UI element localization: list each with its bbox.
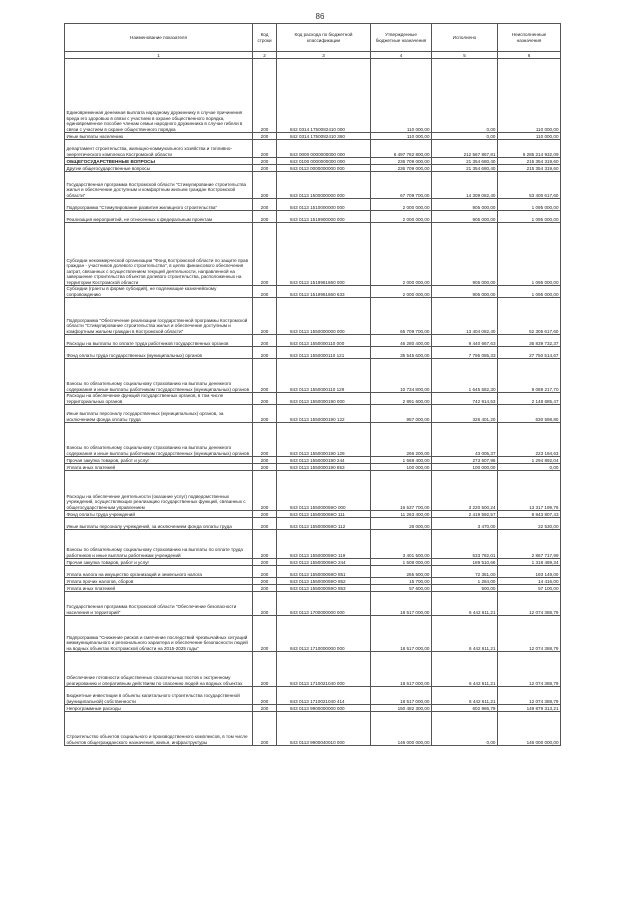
executed-amount-cell: 6 442 611,21 [432,616,498,652]
unexecuted-amount-cell: 14 416,00 [498,578,561,585]
unexecuted-amount-cell: 12 074 388,79 [498,592,561,616]
executed-amount-cell: 905 000,00 [432,223,498,286]
table-row [65,140,561,158]
executed-amount-cell: 0,00 [432,133,498,140]
indicator-name-cell: Прочая закупка товаров, работ и услуг [65,559,253,566]
indicator-name-cell: Строительство объектов социального и производственного комплексов, в том числе объектов общегражданского назначения, жилья, инфраструктуры [65,712,253,746]
classification-code-cell: 843 0113 1550000110 129 [277,359,371,393]
unexecuted-amount-cell: 6 285 214 932,09 [498,140,561,158]
indicator-name-cell: Субсидии некоммерческой организации "Фонд Костромской области по защите прав граждан - участников долевого строительства", в целях финансового обеспечения затрат, связанных с осуществлением текущей деятельности, направленной на завершение строительства объектов долевого строительства, расположенных на территории Костромской области [65,223,253,286]
classification-code-cell: 843 0113 155000059О 000 [277,471,371,511]
line-code-cell: 200 [253,405,277,423]
line-code-cell: 200 [253,471,277,511]
approved-amount-cell: 16 537 700,00 [371,471,432,511]
unexecuted-amount-cell: 1 318 489,34 [498,559,561,566]
unexecuted-amount-cell: 13 317 199,76 [498,471,561,511]
approved-amount-cell: 26 000,00 [371,518,432,530]
indicator-name-cell: Прочая закупка товаров, работ и услуг [65,457,253,464]
column-number: 1 [65,52,253,59]
line-code-cell: 200 [253,393,277,405]
header-budget-classification: Код расхода по бюджетной классификации [277,24,371,52]
table-row [65,286,561,298]
executed-amount-cell: 212 567 867,81 [432,140,498,158]
table-header-row [65,24,561,52]
executed-amount-cell: 3 220 500,24 [432,471,498,511]
unexecuted-amount-cell: 53 400 617,60 [498,172,561,199]
indicator-name-cell: Другие общегосударственные вопросы [65,165,253,172]
column-number-row [65,52,561,59]
table-row [65,457,561,464]
unexecuted-amount-cell: 1 095 000,00 [498,199,561,211]
indicator-name-cell: Уплата иных платежей [65,585,253,592]
line-code-cell: 200 [253,59,277,133]
table-row [65,518,561,530]
line-code-cell: 200 [253,705,277,712]
table-row [65,223,561,286]
classification-code-cell: 843 0113 1550000190 853 [277,464,371,471]
line-code-cell: 200 [253,347,277,359]
classification-code-cell: 843 0113 0000000000 000 [277,165,371,172]
indicator-name-cell: Обеспечение готовности общественных спасательных постов к экстренному реагированию и оперативным действиям по спасению людей на водных объектах [65,652,253,687]
table-row [65,393,561,405]
line-code-cell: 200 [253,335,277,347]
column-number: 6 [498,52,561,59]
approved-amount-cell: 1 508 000,00 [371,559,432,566]
executed-amount-cell: 1 284,00 [432,578,498,585]
table-row [65,687,561,705]
column-number: 2 [253,52,277,59]
line-code-cell: 200 [253,423,277,457]
table-row [65,405,561,423]
table-body [65,59,561,746]
line-code-cell: 200 [253,518,277,530]
table-row [65,585,561,592]
approved-amount-cell: 266 200,00 [371,423,432,457]
line-code-cell: 200 [253,511,277,518]
approved-amount-cell: 18 517 000,00 [371,687,432,705]
executed-amount-cell: 6 442 611,21 [432,592,498,616]
indicator-name-cell: Иные выплаты населению [65,133,253,140]
line-code-cell: 200 [253,199,277,211]
approved-amount-cell: 2 000 000,00 [371,286,432,298]
approved-amount-cell: 6 497 782 800,00 [371,140,432,158]
executed-amount-cell: 905 000,00 [432,199,498,211]
classification-code-cell: 843 0113 1510000000 000 [277,199,371,211]
header-executed: Исполнено [432,24,498,52]
table-row [65,298,561,335]
executed-amount-cell: 533 782,01 [432,530,498,559]
approved-amount-cell: 2 000 000,00 [371,223,432,286]
unexecuted-amount-cell: 193 149,00 [498,566,561,578]
header-unexecuted: Неисполненные назначения [498,24,561,52]
table-row [65,592,561,616]
indicator-name-cell: Взносы по обязательному социальному страхованию на выплаты по оплате труда работников и иные выплаты работникам учреждений [65,530,253,559]
line-code-cell: 200 [253,652,277,687]
unexecuted-amount-cell: 1 095 000,00 [498,211,561,223]
classification-code-cell: 843 0113 1550000190 122 [277,405,371,423]
classification-code-cell: 842 0314 1750082410 000 [277,59,371,133]
indicator-name-cell: Расходы на обеспечение функций государственных органов, в том числе территориальных органов [65,393,253,405]
table-row [65,423,561,457]
classification-code-cell: 843 0113 155000059О 111 [277,511,371,518]
executed-amount-cell: 0,00 [432,712,498,746]
executed-amount-cell: 602 986,79 [432,705,498,712]
approved-amount-cell: 3 401 500,00 [371,530,432,559]
executed-amount-cell: 326 401,20 [432,405,498,423]
table-row [65,59,561,133]
executed-amount-cell: 905 000,00 [432,211,498,223]
indicator-name-cell: Государственная программа Костромской области "Обеспечение безопасности населения и территорий" [65,592,253,616]
table-row [65,530,561,559]
indicator-name-cell: Уплата налога на имущество организаций и земельного налога [65,566,253,578]
table-row [65,578,561,585]
executed-amount-cell: 6 442 611,21 [432,687,498,705]
executed-amount-cell: 273 507,96 [432,457,498,464]
table-row [65,559,561,566]
approved-amount-cell: 265 500,00 [371,566,432,578]
column-number: 5 [432,52,498,59]
line-code-cell: 200 [253,585,277,592]
approved-amount-cell: 67 709 700,00 [371,172,432,199]
line-code-cell: 200 [253,211,277,223]
unexecuted-amount-cell: 149 879 313,21 [498,705,561,712]
classification-code-cell: 843 0113 1710021040 414 [277,687,371,705]
classification-code-cell: 843 0113 155000059О 853 [277,585,371,592]
line-code-cell: 200 [253,133,277,140]
approved-amount-cell: 236 709 000,00 [371,158,432,165]
indicator-name-cell: Субсидии (гранты в форме субсидий), не подлежащие казначейскому сопровождению [65,286,253,298]
line-code-cell: 200 [253,359,277,393]
table-row [65,172,561,199]
executed-amount-cell: 9 440 667,63 [432,335,498,347]
approved-amount-cell: 1 568 400,00 [371,457,432,464]
approved-amount-cell: 65 709 700,00 [371,298,432,335]
unexecuted-amount-cell: 57 100,00 [498,585,561,592]
executed-amount-cell: 742 914,53 [432,393,498,405]
classification-code-cell: 842 0314 1750082410 360 [277,133,371,140]
executed-amount-cell: 13 404 082,40 [432,298,498,335]
classification-code-cell: 843 0113 1519961660 633 [277,286,371,298]
executed-amount-cell: 72 351,00 [432,566,498,578]
approved-amount-cell: 110 000,00 [371,133,432,140]
unexecuted-amount-cell: 110 000,00 [498,59,561,133]
classification-code-cell: 843 0113 1550000190 244 [277,457,371,464]
executed-amount-cell: 2 419 592,57 [432,511,498,518]
approved-amount-cell: 957 000,00 [371,405,432,423]
unexecuted-amount-cell: 12 074 388,79 [498,616,561,652]
indicator-name-cell: Иные выплаты персоналу государственных (муниципальных) органов, за исключением фонда оплаты труда [65,405,253,423]
table-row [65,359,561,393]
indicator-name-cell: Реализация мероприятий, не отнесенных к федеральным проектам [65,211,253,223]
indicator-name-cell: Взносы по обязательному социальному страхованию на выплаты денежного содержания и иные выплаты работникам государственных (муниципальных) органов [65,423,253,457]
unexecuted-amount-cell: 0,00 [498,464,561,471]
table-row [65,335,561,347]
line-code-cell: 200 [253,687,277,705]
unexecuted-amount-cell: 110 000,00 [498,133,561,140]
approved-amount-cell: 236 709 000,00 [371,165,432,172]
unexecuted-amount-cell: 22 530,00 [498,518,561,530]
unexecuted-amount-cell: 8 843 807,43 [498,511,561,518]
approved-amount-cell: 18 517 000,00 [371,616,432,652]
indicator-name-cell: Подпрограмма "Обеспечение реализации государственной программы Костромской области "Стимулирование строительства жилья и обеспечение доступным и комфортным жильем граждан в Костромской области" [65,298,253,335]
unexecuted-amount-cell: 27 750 514,67 [498,347,561,359]
classification-code-cell: 843 0113 1710000000 000 [277,616,371,652]
line-code-cell: 200 [253,223,277,286]
executed-amount-cell: 905 000,00 [432,286,498,298]
line-code-cell: 200 [253,457,277,464]
table-row [65,705,561,712]
unexecuted-amount-cell: 215 354 319,60 [498,165,561,172]
indicator-name-cell: Бюджетные инвестиции в объекты капитального строительства государственной (муниципальной) собственности [65,687,253,705]
executed-amount-cell: 189 510,66 [432,559,498,566]
indicator-name-cell: Взносы по обязательному социальному страхованию на выплаты денежного содержания и иные выплаты работникам государственных (муниципальных) органов [65,359,253,393]
indicator-name-cell: Расходы на обеспечение деятельности (оказание услуг) подведомственных учреждений, осуществляющих реализацию государственных функций, связанных с общегосударственным управлением [65,471,253,511]
table-row [65,158,561,165]
line-code-cell: 200 [253,566,277,578]
line-code-cell: 200 [253,530,277,559]
page-number: 86 [315,12,325,21]
executed-amount-cell: 0,00 [432,59,498,133]
table-row [65,165,561,172]
indicator-name-cell: Подпрограмма "Снижение рисков и смягчение последствий чрезвычайных ситуаций межмуниципального и регионального характера и обеспечение безопасности людей на водных объектах Костромской области на 2015-2025 годы" [65,616,253,652]
approved-amount-cell: 57 600,00 [371,585,432,592]
line-code-cell: 200 [253,578,277,585]
executed-amount-cell: 1 645 582,30 [432,359,498,393]
table-row [65,464,561,471]
classification-code-cell: 843 0113 155000059О 112 [277,518,371,530]
classification-code-cell: 843 0000 0000000000 000 [277,140,371,158]
line-code-cell: 200 [253,172,277,199]
executed-amount-cell: 21 354 680,40 [432,158,498,165]
executed-amount-cell: 21 354 680,40 [432,165,498,172]
indicator-name-cell: департамент строительства, жилищно-коммунального хозяйства и топливно-энергетического комплекса Костромской области [65,140,253,158]
unexecuted-amount-cell: 2 867 717,99 [498,530,561,559]
line-code-cell: 200 [253,286,277,298]
unexecuted-amount-cell: 1 294 892,04 [498,457,561,464]
line-code-cell: 200 [253,464,277,471]
unexecuted-amount-cell: 52 305 617,60 [498,298,561,335]
executed-amount-cell: 14 309 082,40 [432,172,498,199]
classification-code-cell: 843 0113 1519900000 000 [277,211,371,223]
approved-amount-cell: 18 517 000,00 [371,652,432,687]
approved-amount-cell: 15 700,00 [371,578,432,585]
indicator-name-cell: Государственная программа Костромской области "Стимулирование строительства жилья и обеспечение доступным и комфортным жильем граждан Костромской области" [65,172,253,199]
header-line-code: Код строки [253,24,277,52]
line-code-cell: 200 [253,559,277,566]
table-row [65,712,561,746]
classification-code-cell: 843 0113 1500000000 000 [277,172,371,199]
approved-amount-cell: 46 280 400,00 [371,335,432,347]
line-code-cell: 200 [253,616,277,652]
header-indicator-name: Наименование показателя [65,24,253,52]
classification-code-cell: 843 0113 1550000000 000 [277,298,371,335]
executed-amount-cell: 3 470,00 [432,518,498,530]
line-code-cell: 200 [253,592,277,616]
approved-amount-cell: 110 000,00 [371,59,432,133]
indicator-name-cell: Фонд оплаты труда учреждений [65,511,253,518]
indicator-name-cell: Подпрограмма "Стимулирование развития жилищного строительства" [65,199,253,211]
column-number: 4 [371,52,432,59]
indicator-name-cell: Уплата прочих налогов, сборов [65,578,253,585]
classification-code-cell: 843 0113 1550000190 129 [277,423,371,457]
unexecuted-amount-cell: 12 074 388,79 [498,652,561,687]
approved-amount-cell: 18 517 000,00 [371,592,432,616]
indicator-name-cell: Фонд оплаты труда государственных (муниципальных) органов [65,347,253,359]
classification-code-cell: 843 0113 155000059О 244 [277,559,371,566]
indicator-name-cell: Единовременная денежная выплата народному дружиннику в случае причинения вреда его здоровью в связи с участием в охране общественного порядка, единовременное пособие членам семьи народного дружинника в случае гибели в связи с участием в охране общественного порядка [65,59,253,133]
indicator-name-cell: Расходы на выплаты по оплате труда работников государственных органов [65,335,253,347]
executed-amount-cell: 7 795 085,33 [432,347,498,359]
classification-code-cell: 843 0113 1710021040 000 [277,652,371,687]
header-approved: Утвержденные бюджетные назначения [371,24,432,52]
classification-code-cell: 843 0113 1550000190 000 [277,393,371,405]
table-row [65,511,561,518]
indicator-name-cell: Непрограммные расходы [65,705,253,712]
classification-code-cell: 843 0113 1519961660 000 [277,223,371,286]
indicator-name-cell: Иные выплаты персоналу учреждений, за исключением фонда оплаты труда [65,518,253,530]
table-row [65,471,561,511]
line-code-cell: 200 [253,158,277,165]
unexecuted-amount-cell: 223 194,63 [498,423,561,457]
approved-amount-cell: 100 000,00 [371,464,432,471]
classification-code-cell: 843 0113 9900000000 000 [277,705,371,712]
unexecuted-amount-cell: 9 089 217,70 [498,359,561,393]
approved-amount-cell: 150 482 300,00 [371,705,432,712]
unexecuted-amount-cell: 12 074 388,79 [498,687,561,705]
approved-amount-cell: 35 545 600,00 [371,347,432,359]
line-code-cell: 200 [253,165,277,172]
table-row [65,133,561,140]
executed-amount-cell: 6 442 611,21 [432,652,498,687]
classification-code-cell: 843 0113 1550000110 121 [277,347,371,359]
classification-code-cell: 843 0113 9900040010 000 [277,712,371,746]
unexecuted-amount-cell: 146 000 000,00 [498,712,561,746]
classification-code-cell: 843 0113 1700000000 000 [277,592,371,616]
line-code-cell: 200 [253,712,277,746]
indicator-name-cell: ОБЩЕГОСУДАРСТВЕННЫЕ ВОПРОСЫ [65,158,253,165]
classification-code-cell: 843 0113 155000059О 852 [277,578,371,585]
classification-code-cell: 843 0113 155000059О 119 [277,530,371,559]
approved-amount-cell: 146 000 000,00 [371,712,432,746]
line-code-cell: 200 [253,298,277,335]
executed-amount-cell: 500,00 [432,585,498,592]
table-row [65,616,561,652]
classification-code-cell: 843 0100 0000000000 000 [277,158,371,165]
budget-execution-table [64,23,561,746]
executed-amount-cell: 43 005,37 [432,423,498,457]
column-number: 3 [277,52,371,59]
approved-amount-cell: 2 891 600,00 [371,393,432,405]
approved-amount-cell: 2 000 000,00 [371,211,432,223]
unexecuted-amount-cell: 215 354 319,60 [498,158,561,165]
table-row [65,566,561,578]
indicator-name-cell: Уплата иных платежей [65,464,253,471]
classification-code-cell: 843 0113 155000059О 851 [277,566,371,578]
unexecuted-amount-cell: 1 095 000,00 [498,286,561,298]
table-row [65,211,561,223]
approved-amount-cell: 10 734 800,00 [371,359,432,393]
table-row [65,347,561,359]
line-code-cell: 200 [253,140,277,158]
table-row [65,199,561,211]
executed-amount-cell: 100 000,00 [432,464,498,471]
table-row [65,652,561,687]
unexecuted-amount-cell: 1 095 000,00 [498,223,561,286]
approved-amount-cell: 2 000 000,00 [371,199,432,211]
unexecuted-amount-cell: 2 148 685,47 [498,393,561,405]
unexecuted-amount-cell: 36 839 732,37 [498,335,561,347]
unexecuted-amount-cell: 630 598,80 [498,405,561,423]
classification-code-cell: 843 0113 1550000110 000 [277,335,371,347]
approved-amount-cell: 11 263 400,00 [371,511,432,518]
